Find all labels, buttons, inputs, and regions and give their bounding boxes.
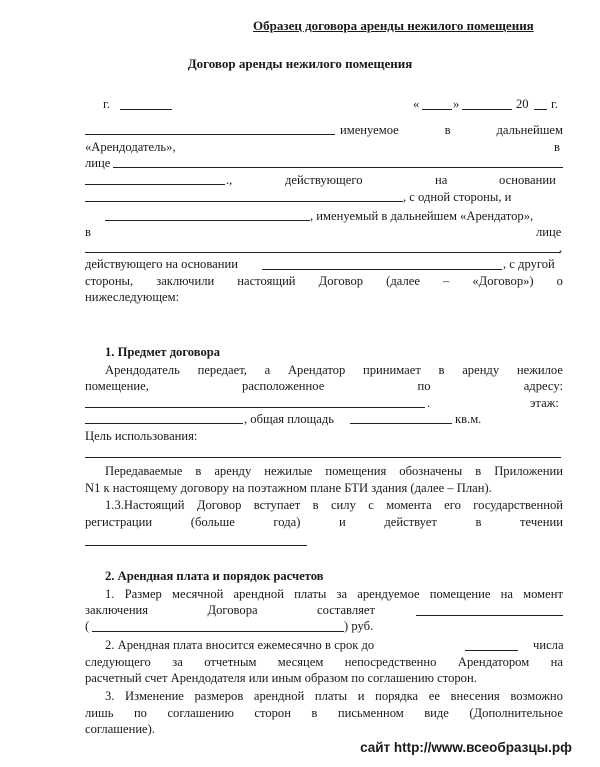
named-line: именуемое в дальнейшем bbox=[340, 123, 563, 137]
paren-open: ( bbox=[85, 619, 90, 633]
lessor-basis-blank[interactable] bbox=[85, 201, 403, 202]
lessor-rep-blank-2[interactable] bbox=[85, 184, 225, 185]
one-side-text: , с одной стороны, и bbox=[403, 190, 512, 204]
purpose-blank[interactable] bbox=[85, 457, 561, 458]
s1-p1-line1: Арендодатель передает, а Арендатор принимает в аренду нежилое bbox=[105, 363, 563, 377]
lessor-rep-blank[interactable] bbox=[113, 167, 563, 168]
year-prefix: 20 bbox=[516, 97, 529, 111]
lessee-basis-blank[interactable] bbox=[262, 269, 502, 270]
section2-heading: 2. Арендная плата и порядок расчетов bbox=[105, 569, 324, 583]
concluded-line: стороны, заключили настоящий Договор (далее – «Договор») о bbox=[85, 274, 563, 288]
term-blank[interactable] bbox=[85, 545, 307, 546]
face-label: лице bbox=[85, 156, 111, 170]
comma: , bbox=[559, 241, 563, 255]
sample-title: Образец договора аренды нежилого помещения bbox=[253, 18, 534, 33]
s2-p2-line2: следующего за отчетным месяцем непосредственно Арендатором на bbox=[85, 655, 563, 669]
floor-blank[interactable] bbox=[85, 423, 243, 424]
purpose-label: Цель использования: bbox=[85, 429, 198, 443]
following-text: нижеследующем: bbox=[85, 290, 180, 304]
on-word: на bbox=[435, 173, 448, 187]
city-blank[interactable] bbox=[120, 109, 172, 110]
lessee-v: в bbox=[85, 225, 91, 239]
s2-p2-line3: расчетный счет Арендодателя или иным образом по соглашению сторон. bbox=[85, 671, 477, 685]
rub-label: ) руб. bbox=[344, 619, 374, 633]
month-blank[interactable] bbox=[462, 109, 512, 110]
s2-p1-line1: 1. Размер месячной арендной платы за арендуемое помещение на момент bbox=[105, 587, 563, 601]
floor-label: этаж: bbox=[530, 396, 559, 410]
lessor-label: «Арендодатель», bbox=[85, 140, 176, 154]
s2-p1-line2: заключения Договора составляет bbox=[85, 603, 375, 617]
section1-heading: 1. Предмет договора bbox=[105, 345, 221, 359]
site-watermark: сайт http://www.всеобразцы.рф bbox=[360, 740, 572, 755]
s2-p3-line3: соглашение). bbox=[85, 722, 155, 736]
year-suffix: г. bbox=[551, 97, 558, 111]
s2-p2-part-a: 2. Арендная плата вносится ежемесячно в срок до bbox=[105, 638, 375, 652]
s2-p3-line1: 3. Изменение размеров арендной платы и порядка ее внесения возможно bbox=[105, 689, 563, 703]
lessor-name-blank[interactable] bbox=[85, 134, 335, 135]
address-blank[interactable] bbox=[85, 407, 425, 408]
face-label-2: лице bbox=[536, 225, 562, 239]
rent-amount-blank[interactable] bbox=[416, 615, 563, 616]
area-label: , общая площадь bbox=[244, 412, 334, 426]
acting-basis-text: действующего на основании bbox=[85, 257, 238, 271]
s1-p1-line2: помещение, расположенное по адресу: bbox=[85, 379, 563, 393]
day-close-quote: » bbox=[453, 97, 460, 111]
address-dot: . bbox=[427, 396, 431, 410]
area-blank[interactable] bbox=[350, 423, 452, 424]
acting-word: действующего bbox=[285, 173, 363, 187]
pay-day-blank[interactable] bbox=[465, 650, 518, 651]
s2-p3-line2: лишь по соглашению сторон в письменном виде (Дополнительное bbox=[85, 706, 563, 720]
rent-words-blank[interactable] bbox=[92, 631, 344, 632]
lessee-name-blank[interactable] bbox=[105, 220, 310, 221]
document-title: Договор аренды нежилого помещения bbox=[187, 56, 413, 71]
s1-p3-line1: 1.3.Настоящий Договор вступает в силу с момента его государственной bbox=[105, 498, 563, 512]
day-blank[interactable] bbox=[422, 109, 452, 110]
lessee-rep-blank[interactable] bbox=[85, 252, 560, 253]
day-open-quote: « bbox=[413, 97, 420, 111]
s2-p2-part-b: числа bbox=[533, 638, 564, 652]
s1-p2-line1: Передаваемые в аренду нежилые помещения обозначены в Приложении bbox=[105, 464, 563, 478]
sqm-label: кв.м. bbox=[455, 412, 482, 426]
city-prefix: г. bbox=[103, 97, 110, 111]
s1-p2-line2: N1 к настоящему договору на поэтажном плане БТИ здания (далее – План). bbox=[85, 481, 492, 495]
other-side-text: , с другой bbox=[503, 257, 555, 271]
s1-p3-line2: регистрации (больше года) и действует в течении bbox=[85, 515, 563, 529]
year-blank[interactable] bbox=[534, 109, 547, 110]
named-lessee-text: , именуемый в дальнейшем «Арендатор», bbox=[310, 209, 534, 223]
basis-dot: ., bbox=[226, 173, 233, 187]
basis-word: основании bbox=[499, 173, 556, 187]
lessor-v: в bbox=[554, 140, 560, 154]
